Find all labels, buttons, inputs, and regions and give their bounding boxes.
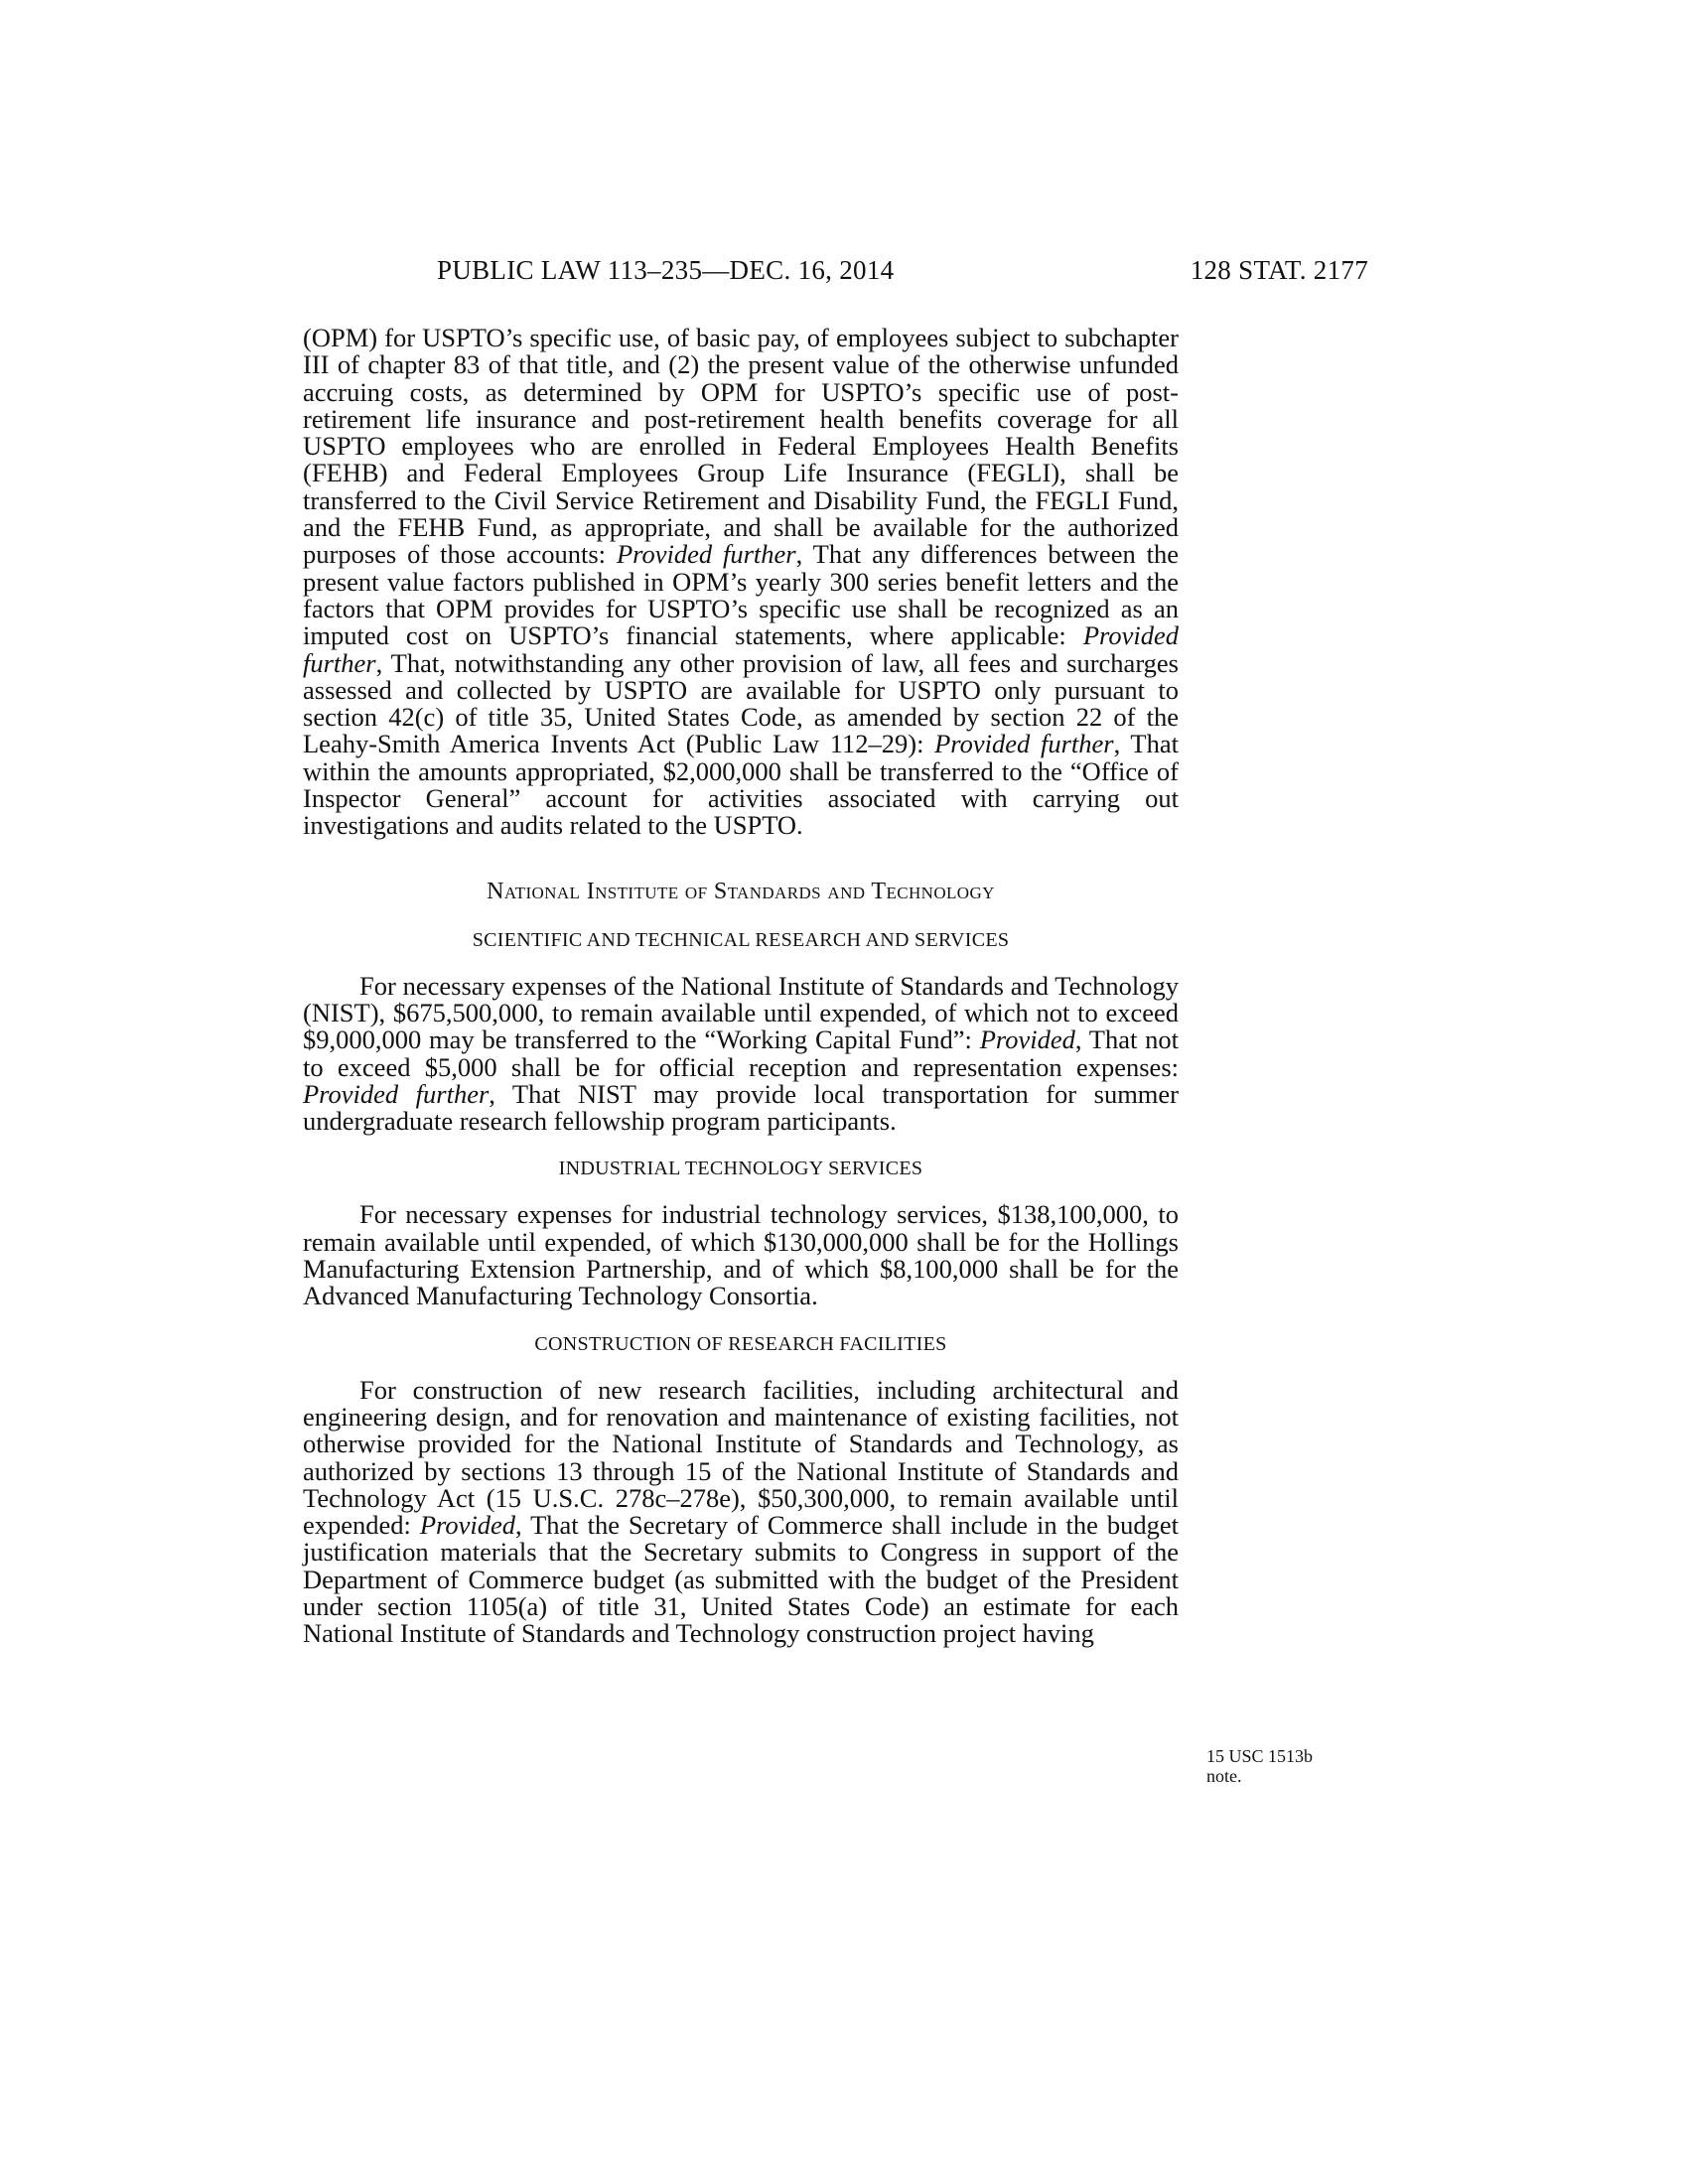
margin-note xyxy=(1206,1746,1313,1786)
margin-note-citation: 15 USC 1513b xyxy=(1206,1746,1314,1766)
page-body xyxy=(303,325,1179,1648)
text-segment: For necessary expenses of the National Institute of Standards and Technology (NIST), $675,500,000, to remain available until expended, of which not to exceed $9,000,000 may be transferred to the “Working Capital Fund”: xyxy=(303,970,1179,1055)
proviso-phrase: Provided xyxy=(419,1510,515,1541)
text-segment: , That the Secretary of Commerce shall include in the budget justification materials that the Secretary submits to Congress in support of the Department of Commerce budget (as submitted with the budget of the President under section 1105(a) of title 31, United States Code) an estimate for each National Institute of Standards and Technology construction project having xyxy=(303,1510,1179,1649)
proviso-phrase: Provided further xyxy=(616,539,796,570)
text-segment: For construction of new research facilities, including architectural and engineering design, and for renovation and maintenance of existing facilities, not otherwise provided for the National Institute of Standards and Technology, as authorized by sections 13 through 15 of the National Institute of Standards and Technology Act (15 U.S.C. 278c–278e), $50,300,000, to remain available until expended: xyxy=(303,1374,1179,1541)
text-segment: , That within the amounts appropriated, $2,000,000 shall be transferred to the “Office of Inspector General” account for activities associated with carrying out investigations and audits related to the USPTO. xyxy=(303,729,1179,841)
agency-heading: National Institute of Standards and Technology xyxy=(487,878,995,904)
continuation-paragraph xyxy=(303,325,1179,840)
running-title: PUBLIC LAW 113–235—DEC. 16, 2014 xyxy=(437,255,895,285)
text-segment: , That NIST may provide local transportation for summer undergraduate research fellowship program participants. xyxy=(303,1078,1180,1137)
stat-page-citation: 128 STAT. 2177 xyxy=(1190,255,1368,285)
its-paragraph: For necessary expenses for industrial technology services, $138,100,000, to remain available until expended, of which $130,000,000 shall be for the Hollings Manufacturing Extension Partnership, and of which $8,100,000 shall be for the Advanced Manufacturing Technology Consortia. xyxy=(303,1199,1179,1311)
proviso-phrase: Provided xyxy=(979,1024,1075,1055)
text-segment: (OPM) for USPTO’s specific use, of basic pay, of employees subject to subchapter III of chapter 83 of that title, and (2) the present value of the otherwise unfunded accruing costs, as determined by OPM for USPTO’s specific use of post-retirement life insurance and post-retirement health benefits coverage for all USPTO employees who are enrolled in Federal Employees Health Benefits (FEHB) and Federal Employees Group Life Insurance (FEGLI), shall be transferred to the Civil Service Retirement and Disability Fund, the FEGLI Fund, and the FEHB Fund, as appropriate, and shall be available for the authorized purposes of those accounts: xyxy=(303,323,1179,570)
text-segment: , That not to exceed $5,000 shall be for official reception and representation expenses: xyxy=(303,1024,1180,1082)
proviso-phrase: Provided further xyxy=(934,729,1114,759)
section-heading-crf: CONSTRUCTION OF RESEARCH FACILITIES xyxy=(534,1332,947,1355)
proviso-phrase: Provided further xyxy=(303,1078,490,1109)
proviso-phrase: Provided further xyxy=(303,620,1179,678)
str-paragraph xyxy=(303,970,1180,1137)
section-heading-str: SCIENTIFIC AND TECHNICAL RESEARCH AND SERVICES xyxy=(472,928,1010,951)
crf-paragraph xyxy=(303,1374,1179,1649)
text-segment: , That any differences between the present value factors published in OPM’s yearly 300 series benefit letters and the factors that OPM provides for USPTO’s specific use shall be recognized as an imputed cost on USPTO’s financial statements, where applicable: xyxy=(303,539,1179,651)
text-segment: , That, notwithstanding any other provision of law, all fees and surcharges assessed and collected by USPTO are available for USPTO only pursuant to section 42(c) of title 35, United States Code, as amended by section 22 of the Leahy-Smith America Invents Act (Public Law 112–29): xyxy=(303,647,1179,759)
margin-note-suffix: note. xyxy=(1206,1766,1242,1786)
section-heading-its: INDUSTRIAL TECHNOLOGY SERVICES xyxy=(558,1158,923,1180)
